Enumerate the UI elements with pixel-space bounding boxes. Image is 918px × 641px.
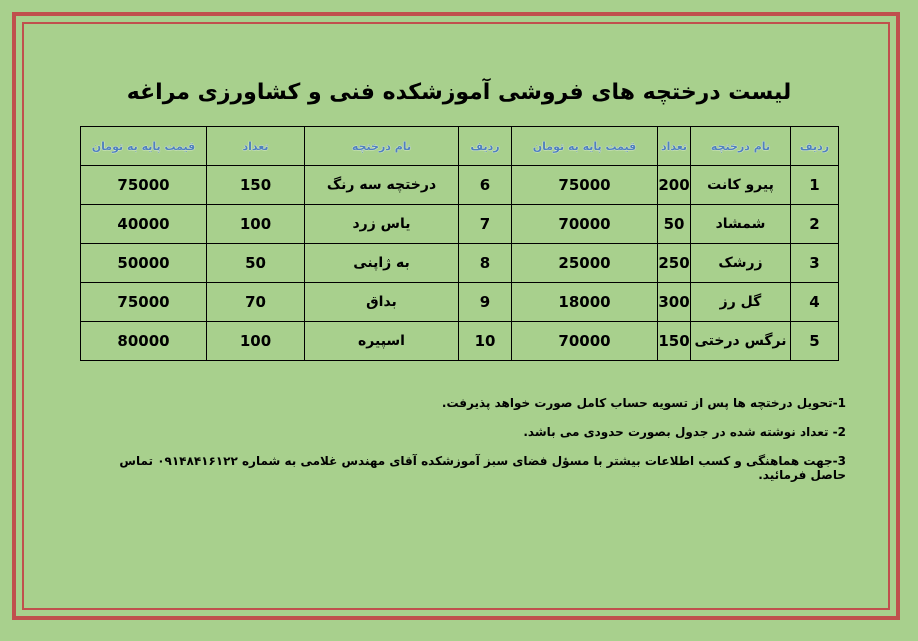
header-name: نام درختچه bbox=[691, 127, 791, 166]
header-row-number: ردیف bbox=[791, 127, 839, 166]
plant-price: 40000 bbox=[81, 205, 207, 244]
plant-name: پیرو کانت bbox=[691, 166, 791, 205]
row-number: 10 bbox=[459, 322, 512, 361]
plant-name: درختچه سه رنگ bbox=[305, 166, 459, 205]
row-number: 4 bbox=[791, 283, 839, 322]
note-contact: 3-جهت هماهنگی و کسب اطلاعات بیشتر با مسؤل فضای سبز آموزشکده آقای مهندس غلامی به شماره ۰۹۱۴۸۴۱۶۱۲۲ تماس حاصل فرمائید. bbox=[119, 454, 846, 482]
plant-count: 70 bbox=[207, 283, 305, 322]
plant-price: 70000 bbox=[512, 322, 658, 361]
header-price: قیمت پایه به تومان bbox=[81, 127, 207, 166]
plant-count: 50 bbox=[207, 244, 305, 283]
plant-price: 75000 bbox=[512, 166, 658, 205]
plant-price: 70000 bbox=[512, 205, 658, 244]
row-number: 1 bbox=[791, 166, 839, 205]
plant-name: نرگس درختی bbox=[691, 322, 791, 361]
note-delivery: 1-تحویل درختچه ها پس از تسویه حساب کامل صورت خواهد پذیرفت. bbox=[441, 396, 846, 410]
table-row bbox=[81, 283, 839, 322]
row-number: 8 bbox=[459, 244, 512, 283]
plant-count: 300 bbox=[658, 283, 691, 322]
table-row bbox=[81, 166, 839, 205]
plant-count: 100 bbox=[207, 322, 305, 361]
header-name: نام درختچه bbox=[305, 127, 459, 166]
plant-count: 100 bbox=[207, 205, 305, 244]
plant-name: به ژاپنی bbox=[305, 244, 459, 283]
table-row bbox=[81, 244, 839, 283]
plant-name: زرشک bbox=[691, 244, 791, 283]
notes-section bbox=[86, 396, 846, 497]
price-table bbox=[80, 126, 839, 361]
row-number: 9 bbox=[459, 283, 512, 322]
header-price: قیمت پایه به تومان bbox=[512, 127, 658, 166]
plant-price: 18000 bbox=[512, 283, 658, 322]
plant-name: گل رز bbox=[691, 283, 791, 322]
plant-price: 75000 bbox=[81, 283, 207, 322]
row-number: 2 bbox=[791, 205, 839, 244]
plant-name: اسپیره bbox=[305, 322, 459, 361]
header-row-number: ردیف bbox=[459, 127, 512, 166]
plant-price: 75000 bbox=[81, 166, 207, 205]
page-title: لیست درختچه های فروشی آموزشکده فنی و کشاورزی مراغه bbox=[126, 80, 792, 105]
table-row bbox=[81, 205, 839, 244]
note-quantity: 2- تعداد نوشته شده در جدول بصورت حدودی می باشد. bbox=[523, 425, 846, 439]
plant-count: 150 bbox=[658, 322, 691, 361]
row-number: 7 bbox=[459, 205, 512, 244]
header-count: تعداد bbox=[207, 127, 305, 166]
plant-count: 50 bbox=[658, 205, 691, 244]
plant-price: 80000 bbox=[81, 322, 207, 361]
table-header-row bbox=[81, 127, 839, 166]
plant-name: بداق bbox=[305, 283, 459, 322]
plant-name: یاس زرد bbox=[305, 205, 459, 244]
plant-count: 250 bbox=[658, 244, 691, 283]
row-number: 3 bbox=[791, 244, 839, 283]
plant-count: 200 bbox=[658, 166, 691, 205]
row-number: 6 bbox=[459, 166, 512, 205]
header-count: تعداد bbox=[658, 127, 691, 166]
row-number: 5 bbox=[791, 322, 839, 361]
plant-price: 25000 bbox=[512, 244, 658, 283]
plant-count: 150 bbox=[207, 166, 305, 205]
plant-name: شمشاد bbox=[691, 205, 791, 244]
plant-price: 50000 bbox=[81, 244, 207, 283]
table-row bbox=[81, 322, 839, 361]
